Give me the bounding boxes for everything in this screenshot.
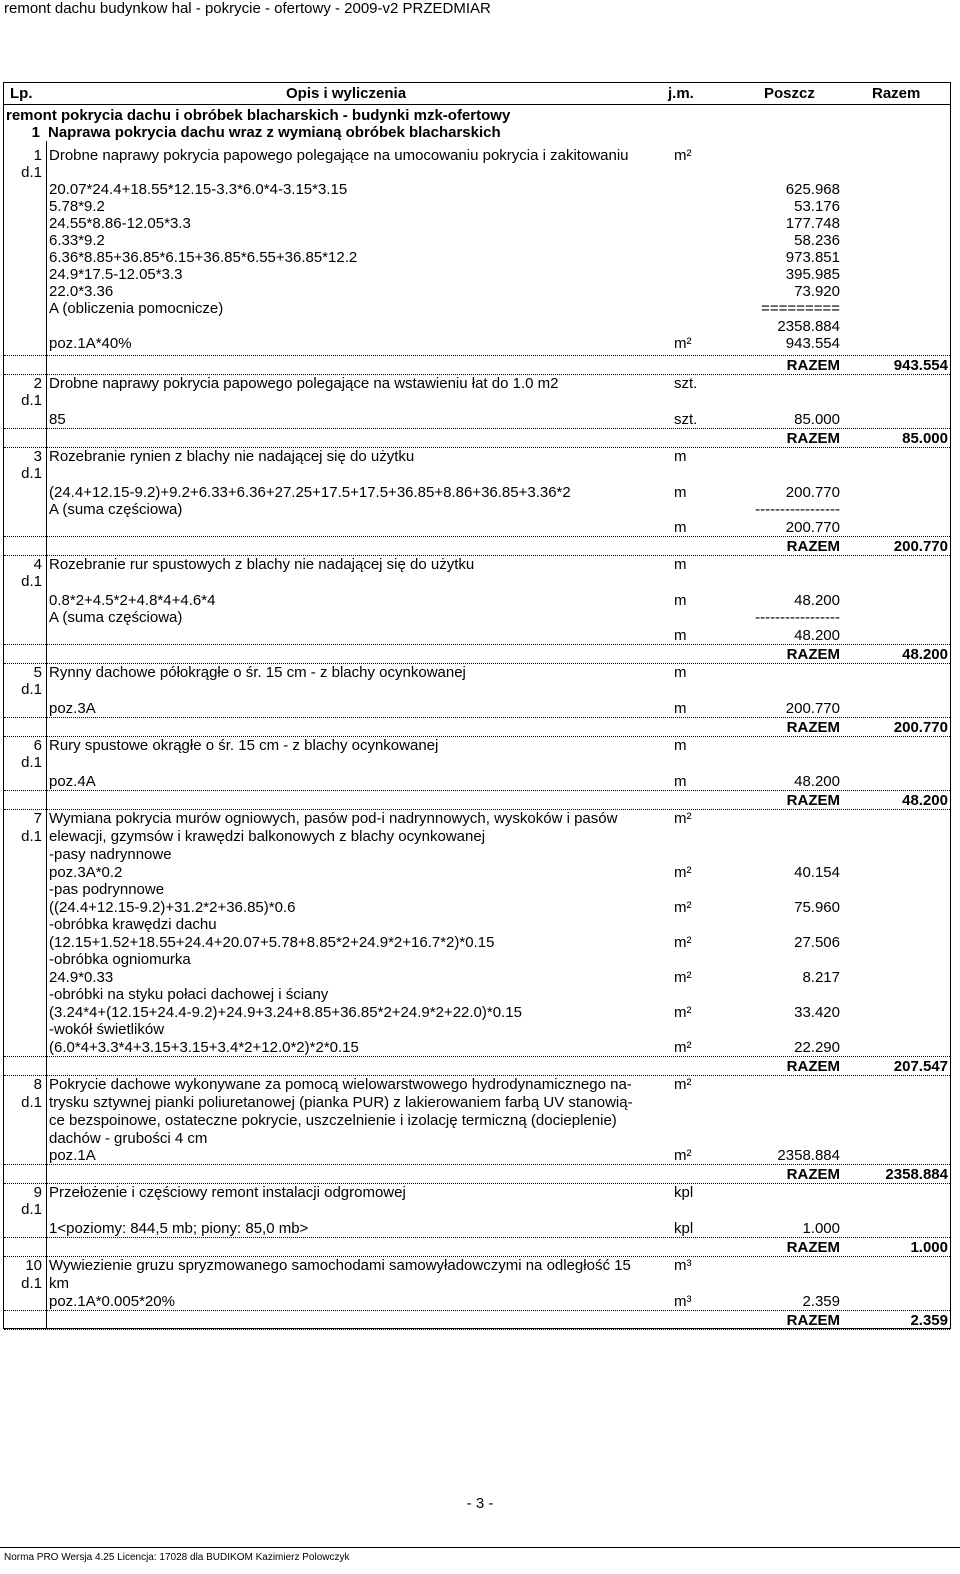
razem-label: RAZEM [786, 538, 840, 555]
footer-divider [0, 1547, 960, 1548]
cell-lp: 8 [33, 1076, 42, 1093]
razem-label: RAZEM [786, 646, 840, 663]
razem-label: RAZEM [786, 357, 840, 374]
table-row [4, 627, 950, 644]
cell-opis: Pokrycie dachowe wykonywane za pomocą wielowarstwowego hydrodynamicznego na- [49, 1076, 632, 1093]
cell-lp: d.1 [21, 828, 42, 845]
cell-opis: A (obliczenia pomocnicze) [49, 300, 224, 317]
razem-row [4, 1166, 950, 1183]
row-separator [4, 790, 950, 791]
table-row [4, 1147, 950, 1164]
table-row [4, 737, 950, 754]
cell-jm: szt. [674, 411, 698, 428]
cell-lp: d.1 [21, 754, 42, 771]
col-header-jm: j.m. [668, 85, 694, 102]
cell-lp: d.1 [21, 1201, 42, 1218]
table-row [4, 300, 950, 317]
col-header-razem: Razem [872, 85, 921, 102]
cell-lp: d.1 [21, 573, 42, 590]
cell-lp: d.1 [21, 465, 42, 482]
cell-opis: poz.3A [49, 700, 96, 717]
table-row [4, 519, 950, 536]
cell-jm: m² [674, 1147, 692, 1164]
row-separator [4, 717, 950, 718]
cell-razem: 207.547 [893, 1058, 948, 1075]
razem-row [4, 430, 950, 447]
cell-jm: m [674, 448, 687, 465]
row-separator [4, 1056, 950, 1057]
subsection-title: 1 Naprawa pokrycia dachu wraz z wymianą obróbek blacharskich [31, 124, 501, 141]
table-row [4, 969, 950, 986]
cell-opis: Wymiana pokrycia murów ogniowych, pasów pod-i nadrynnowych, wyskoków i pasów [49, 810, 618, 827]
cell-jm: m [674, 627, 687, 644]
cell-poszcz: ========= [761, 300, 840, 317]
row-separator [4, 644, 950, 645]
cell-poszcz: 40.154 [794, 864, 840, 881]
table-row [4, 335, 950, 352]
cell-opis: -pas podrynnowe [49, 881, 165, 898]
cell-poszcz: ----------------- [755, 609, 840, 626]
cell-lp: d.1 [21, 164, 42, 181]
razem-row [4, 792, 950, 809]
cell-lp: 2 [33, 375, 42, 392]
cell-poszcz: 943.554 [785, 335, 840, 352]
table-row [4, 664, 950, 681]
cell-razem: 48.200 [902, 646, 948, 663]
table-row [4, 147, 950, 164]
cell-opis: Rynny dachowe półokrągłe o śr. 15 cm - z blachy ocynkowanej [49, 664, 466, 681]
cell-lp: d.1 [21, 1094, 42, 1111]
row-separator [4, 536, 950, 537]
cell-opis: ce bezspoinowe, ostateczne pokrycie, uszczelnienie i izolację termiczną (docieplenie) [49, 1112, 617, 1129]
cell-poszcz: 48.200 [794, 592, 840, 609]
cell-opis: (24.4+12.15-9.2)+9.2+6.33+6.36+27.25+17.5+17.5+36.85+8.86+36.85+3.36*2 [49, 484, 571, 501]
cell-lp: 7 [33, 810, 42, 827]
table-row [4, 501, 950, 518]
cell-poszcz: 22.290 [794, 1039, 840, 1056]
table-row [4, 181, 950, 198]
cell-poszcz: 395.985 [785, 266, 840, 283]
cell-razem: 85.000 [902, 430, 948, 447]
cell-lp: d.1 [21, 1275, 42, 1292]
table-row [4, 828, 950, 845]
cell-opis: Rozebranie rynien z blachy nie nadającej się do użytku [49, 448, 415, 465]
cell-poszcz: 58.236 [794, 232, 840, 249]
cell-jm: szt. [674, 375, 698, 392]
table-header [4, 83, 950, 105]
table-row [4, 1220, 950, 1237]
row-separator [4, 1164, 950, 1165]
cell-poszcz: 2358.884 [777, 1147, 840, 1164]
table-row [4, 700, 950, 717]
cell-lp: 1 [33, 147, 42, 164]
table-row [4, 448, 950, 465]
cell-opis: 1<poziomy: 844,5 mb; piony: 85,0 mb> [49, 1220, 309, 1237]
table-row [4, 392, 950, 409]
cell-opis: -obróbka krawędzi dachu [49, 916, 217, 933]
cell-poszcz: ----------------- [755, 501, 840, 518]
razem-row [4, 1058, 950, 1075]
cell-poszcz: 177.748 [785, 215, 840, 232]
cell-razem: 1.000 [910, 1239, 948, 1256]
razem-label: RAZEM [786, 1239, 840, 1256]
cell-opis: dachów - grubości 4 cm [49, 1130, 208, 1147]
cell-opis: 22.0*3.36 [49, 283, 114, 300]
cell-jm: m² [674, 899, 692, 916]
table-row [4, 411, 950, 428]
razem-label: RAZEM [786, 1166, 840, 1183]
table-row [4, 1021, 950, 1038]
cell-jm: m³ [674, 1257, 692, 1274]
table-row [4, 1039, 950, 1056]
cell-opis: A (suma częściowa) [49, 501, 183, 518]
table-row [4, 573, 950, 590]
cell-opis: Drobne naprawy pokrycia papowego polegające na wstawieniu łat do 1.0 m2 [49, 375, 559, 392]
page-number: - 3 - [466, 1495, 494, 1512]
cell-opis: -pasy nadrynnowe [49, 846, 172, 863]
cell-poszcz: 625.968 [785, 181, 840, 198]
cell-jm: m² [674, 147, 692, 164]
cell-jm: m [674, 737, 687, 754]
cell-jm: m [674, 773, 687, 790]
cell-opis: poz.3A*0.2 [49, 864, 123, 881]
table-row [4, 1201, 950, 1218]
row-separator [4, 1237, 950, 1238]
cell-poszcz: 27.506 [794, 934, 840, 951]
table-row [4, 1293, 950, 1310]
table-row [4, 1275, 950, 1292]
cell-opis: trysku sztywnej pianki poliuretanowej (pianka PUR) z lakierowaniem farbą UV stanowią- [49, 1094, 633, 1111]
cell-poszcz: 48.200 [794, 627, 840, 644]
cell-poszcz: 973.851 [785, 249, 840, 266]
cell-opis: Drobne naprawy pokrycia papowego polegające na umocowaniu pokrycia i zakitowaniu [49, 147, 629, 164]
table-row [4, 1004, 950, 1021]
table-row [4, 1257, 950, 1274]
cell-opis: poz.1A*0.005*20% [49, 1293, 175, 1310]
table-row [4, 864, 950, 881]
razem-row [4, 357, 950, 374]
cell-jm: m [674, 592, 687, 609]
cell-razem: 2.359 [910, 1312, 948, 1329]
cell-opis: -obróbki na styku połaci dachowej i ściany [49, 986, 329, 1003]
cell-jm: m² [674, 810, 692, 827]
table-row [4, 1130, 950, 1147]
razem-label: RAZEM [786, 1312, 840, 1329]
cell-lp: d.1 [21, 681, 42, 698]
footer-license: Norma PRO Wersja 4.25 Licencja: 17028 dla BUDIKOM Kazimierz Polowczyk [4, 1552, 350, 1563]
razem-row [4, 1312, 950, 1329]
cell-opis: Wywiezienie gruzu spryzmowanego samochodami samowyładowczymi na odległość 15 [49, 1257, 631, 1274]
cell-lp: 4 [33, 556, 42, 573]
table-row [4, 1076, 950, 1093]
cell-lp: d.1 [21, 392, 42, 409]
cell-opis: 6.36*8.85+36.85*6.15+36.85*6.55+36.85*12.2 [49, 249, 358, 266]
table-row [4, 1094, 950, 1111]
cell-jm: m² [674, 1039, 692, 1056]
cell-poszcz: 2.359 [802, 1293, 840, 1310]
cell-opis: 24.9*17.5-12.05*3.3 [49, 266, 183, 283]
table-row [4, 266, 950, 283]
cell-opis: (6.0*4+3.3*4+3.15+3.15+3.4*2+12.0*2)*2*0.15 [49, 1039, 359, 1056]
cell-poszcz: 200.770 [785, 484, 840, 501]
table-row [4, 773, 950, 790]
table-row [4, 754, 950, 771]
table-row [4, 609, 950, 626]
cell-jm: m [674, 556, 687, 573]
cell-poszcz: 48.200 [794, 773, 840, 790]
cell-razem: 2358.884 [885, 1166, 948, 1183]
table-row [4, 681, 950, 698]
table-row [4, 465, 950, 482]
cell-jm: m [674, 484, 687, 501]
table-row [4, 951, 950, 968]
cell-opis: 24.9*0.33 [49, 969, 114, 986]
table-row [4, 249, 950, 266]
cell-opis: poz.1A*40% [49, 335, 132, 352]
cell-jm: m² [674, 1004, 692, 1021]
cell-poszcz: 2358.884 [777, 318, 840, 335]
row-separator [4, 1310, 950, 1311]
cell-lp: 6 [33, 737, 42, 754]
cell-opis: Przełożenie i częściowy remont instalacji odgromowej [49, 1184, 406, 1201]
cell-opis: A (suma częściowa) [49, 609, 183, 626]
table-row [4, 592, 950, 609]
table-row [4, 484, 950, 501]
cell-opis: -obróbka ogniomurka [49, 951, 191, 968]
cell-opis: -wokół świetlików [49, 1021, 165, 1038]
cell-razem: 48.200 [902, 792, 948, 809]
cell-opis: 24.55*8.86-12.05*3.3 [49, 215, 191, 232]
table-row [4, 198, 950, 215]
cell-jm: m³ [674, 1293, 692, 1310]
col-header-opis: Opis i wyliczenia [286, 85, 407, 102]
cell-poszcz: 8.217 [802, 969, 840, 986]
cell-razem: 943.554 [893, 357, 948, 374]
table-row [4, 232, 950, 249]
table-row [4, 283, 950, 300]
cell-opis: 6.33*9.2 [49, 232, 105, 249]
razem-row [4, 538, 950, 555]
razem-label: RAZEM [786, 719, 840, 736]
cell-poszcz: 75.960 [794, 899, 840, 916]
cell-jm: m [674, 664, 687, 681]
table-row [4, 881, 950, 898]
table-row [4, 899, 950, 916]
cell-jm: m [674, 519, 687, 536]
cell-lp: 10 [25, 1257, 42, 1274]
cell-jm: kpl [674, 1220, 694, 1237]
cell-poszcz: 85.000 [794, 411, 840, 428]
col-header-lp: Lp. [10, 85, 33, 102]
table-row [4, 810, 950, 827]
cell-poszcz: 33.420 [794, 1004, 840, 1021]
cell-jm: m² [674, 864, 692, 881]
cell-opis: 0.8*2+4.5*2+4.8*4+4.6*4 [49, 592, 216, 609]
cell-jm: m² [674, 335, 692, 352]
razem-label: RAZEM [786, 430, 840, 447]
cell-jm: m [674, 700, 687, 717]
table-row [4, 986, 950, 1003]
cell-razem: 200.770 [893, 719, 948, 736]
estimate-table [3, 82, 951, 1329]
cell-poszcz: 200.770 [785, 519, 840, 536]
cell-poszcz: 200.770 [785, 700, 840, 717]
razem-label: RAZEM [786, 792, 840, 809]
table-row [4, 934, 950, 951]
cell-opis: Rozebranie rur spustowych z blachy nie nadającej się do użytku [49, 556, 475, 573]
table-row [4, 318, 950, 335]
table-row [4, 556, 950, 573]
cell-opis: Rury spustowe okrągłe o śr. 15 cm - z blachy ocynkowanej [49, 737, 439, 754]
cell-lp: 9 [33, 1184, 42, 1201]
table-row [4, 164, 950, 181]
razem-row [4, 719, 950, 736]
cell-opis: poz.4A [49, 773, 96, 790]
table-row [4, 215, 950, 232]
cell-jm: m² [674, 969, 692, 986]
table-row [4, 1112, 950, 1129]
cell-lp: 3 [33, 448, 42, 465]
razem-row [4, 1239, 950, 1256]
cell-opis: ((24.4+12.15-9.2)+31.2*2+36.85)*0.6 [49, 899, 296, 916]
cell-poszcz: 73.920 [794, 283, 840, 300]
table-row [4, 916, 950, 933]
cell-razem: 200.770 [893, 538, 948, 555]
document-title: remont dachu budynkow hal - pokrycie - ofertowy - 2009-v2 PRZEDMIAR [4, 0, 491, 17]
cell-poszcz: 1.000 [802, 1220, 840, 1237]
cell-jm: kpl [674, 1184, 694, 1201]
cell-opis: 85 [49, 411, 66, 428]
table-row [4, 375, 950, 392]
cell-opis: (3.24*4+(12.15+24.4-9.2)+24.9+3.24+8.85+36.85*2+24.9*2+22.0)*0.15 [49, 1004, 522, 1021]
row-separator [4, 428, 950, 429]
razem-label: RAZEM [786, 1058, 840, 1075]
section-title: remont pokrycia dachu i obróbek blacharskich - budynki mzk-ofertowy [6, 107, 511, 124]
table-row [4, 1184, 950, 1201]
col-header-poszcz: Poszcz [764, 85, 815, 102]
cell-opis: 5.78*9.2 [49, 198, 105, 215]
cell-opis: 20.07*24.4+18.55*12.15-3.3*6.0*4-3.15*3.15 [49, 181, 348, 198]
cell-opis: (12.15+1.52+18.55+24.4+20.07+5.78+8.85*2+24.9*2+16.7*2)*0.15 [49, 934, 495, 951]
razem-row [4, 646, 950, 663]
cell-poszcz: 53.176 [794, 198, 840, 215]
row-separator [4, 355, 950, 356]
cell-jm: m² [674, 934, 692, 951]
cell-opis: km [49, 1275, 69, 1292]
row-separator [4, 1329, 950, 1330]
table-row [4, 846, 950, 863]
cell-jm: m² [674, 1076, 692, 1093]
cell-opis: elewacji, gzymsów i krawędzi balkonowych z blachy ocynkowanej [49, 828, 486, 845]
cell-lp: 5 [33, 664, 42, 681]
cell-opis: poz.1A [49, 1147, 96, 1164]
